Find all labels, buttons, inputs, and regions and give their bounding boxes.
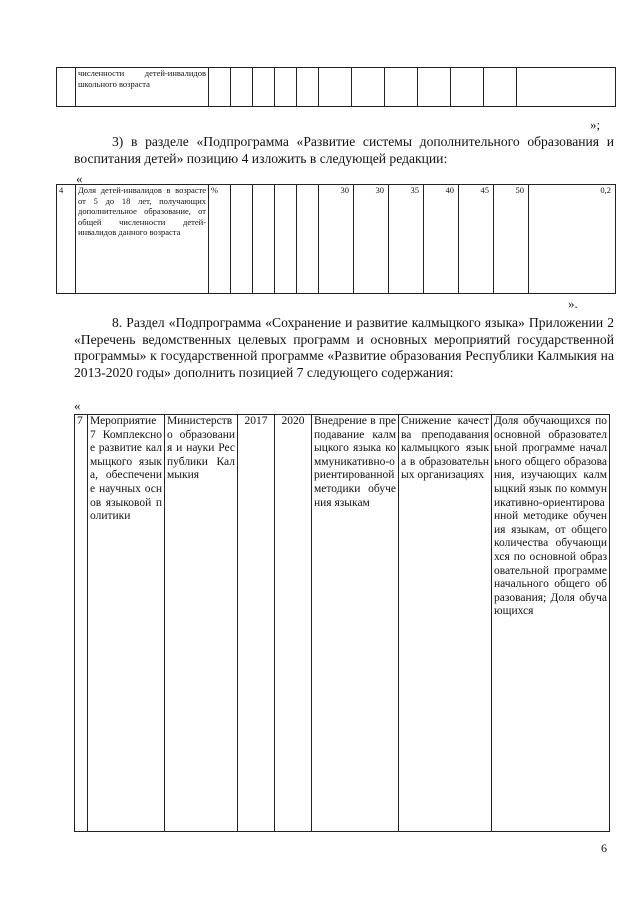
- cell-ministry: Министерство образования и науки Республики Калмыкия: [165, 415, 238, 832]
- page-number: 6: [601, 841, 607, 855]
- cell-desc: Доля детей-инвалидов в возрасте от 5 до 18 лет, получающих дополнительное образование, от общей численности детей-инвалидов данного возраста: [76, 185, 209, 294]
- cell-value: 30: [319, 185, 354, 294]
- item-3-paragraph: 3) в разделе «Подпрограмма «Развитие системы дополнительного образования и воспитания детей» позицию 4 изложить в следующей редакции:: [74, 134, 614, 166]
- cell-start-year: 2017: [238, 415, 275, 832]
- cell-num: [57, 68, 76, 107]
- opening-quote-3: «: [74, 398, 81, 413]
- closing-quote-2: ».: [568, 296, 578, 311]
- cell-end-year: 2020: [275, 415, 312, 832]
- cell-indicator: Доля обучающихся по основной образовательной программе начального общего образования, изучающих калмыцкий язык по коммуникативно-ориентированной методике обучения языкам, от общего количества обучающихся по основной образовательной программе начального общего образования; Доля обучающихся: [492, 415, 610, 832]
- opening-quote-2: «: [76, 171, 83, 186]
- item-8-paragraph: 8. Раздел «Подпрограмма «Сохранение и развитие калмыцкого языка» Приложении 2 «Перечень ведомственных целевых программ и основных мероприятий государственной программы» к государственной программе «Развитие образования Республики Калмыкия на 2013-2020 годы» дополнить позицией 7 следующего содержания:: [74, 315, 614, 380]
- cell-value: 50: [494, 185, 529, 294]
- table-position-7: [74, 414, 610, 832]
- cell-unit: %: [209, 185, 231, 294]
- table-fragment-top: [56, 67, 616, 107]
- cell-value: 0,2: [529, 185, 616, 294]
- cell-value: 30: [354, 185, 389, 294]
- cell-num: 4: [57, 185, 76, 294]
- cell-value: 40: [424, 185, 459, 294]
- cell-value: 35: [389, 185, 424, 294]
- cell-risk: Снижение качества преподавания калмыцкого языка в образовательных организациях: [399, 415, 492, 832]
- closing-quote-1: »;: [590, 117, 601, 132]
- cell-event: Мероприятие 7 Комплексное развитие калмыцкого языка, обеспечение научных основ языковой политики: [88, 415, 165, 832]
- table-subprogram-position-4: [56, 184, 616, 294]
- cell-value: 45: [459, 185, 494, 294]
- cell-result: Внедрение в преподавание калмыцкого языка коммуникативно-ориентированной методики обучения языкам: [312, 415, 399, 832]
- cell-desc: численности детей-инвалидов школьного возраста: [76, 68, 209, 107]
- cell-num: 7: [75, 415, 88, 832]
